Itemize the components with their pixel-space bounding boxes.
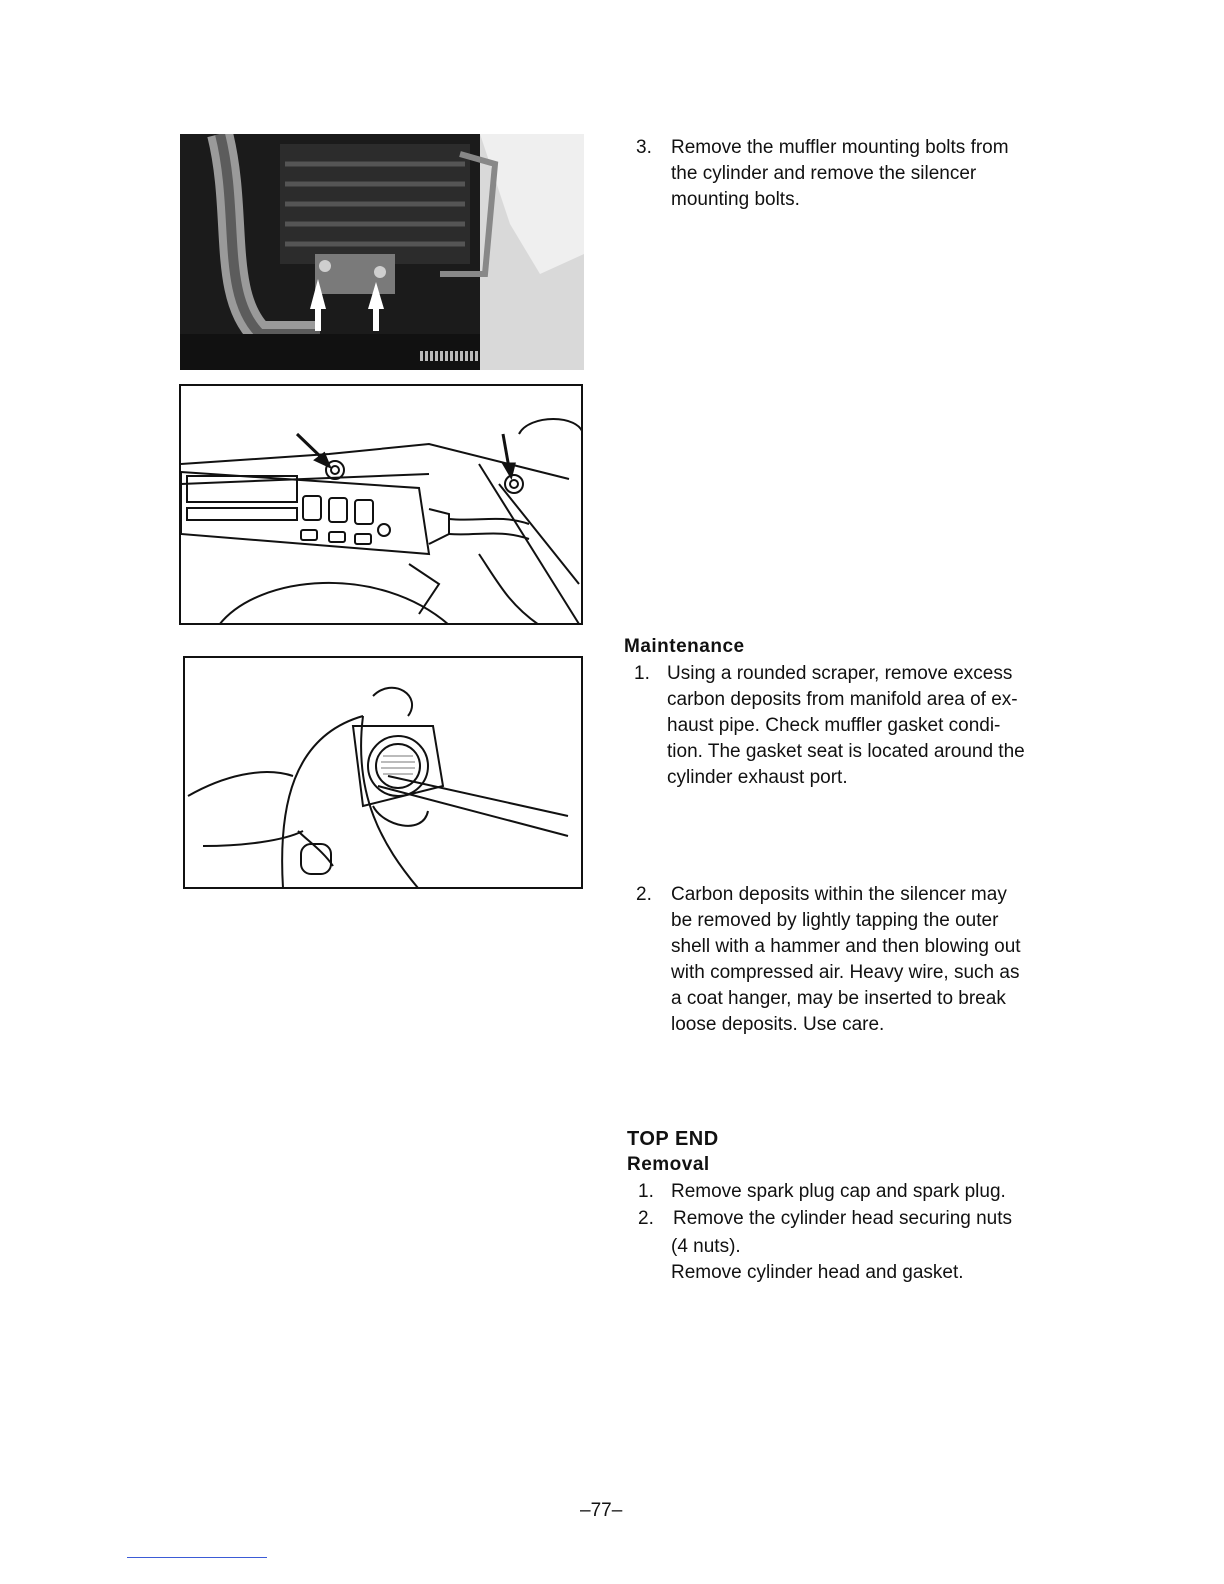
step-number: 2.: [638, 1208, 654, 1229]
step-line: Carbon deposits within the silencer may: [671, 884, 1007, 905]
removal-subheading: Removal: [627, 1154, 710, 1175]
step-line: with compressed air. Heavy wire, such as: [671, 962, 1020, 983]
step-number: 2.: [636, 884, 652, 905]
step-line: cylinder exhaust port.: [667, 767, 848, 788]
exhaust-pipe-scraping-diagram: [183, 656, 583, 889]
maintenance-step-1: [634, 661, 1034, 801]
instruction-step-3: [636, 135, 1036, 215]
step-line: haust pipe. Check muffler gasket condi-: [667, 715, 1001, 736]
step-line: the cylinder and remove the silencer: [671, 163, 977, 184]
top-end-heading: TOP END: [627, 1128, 719, 1150]
footer-rule: [127, 1557, 267, 1558]
step-line: mounting bolts.: [671, 189, 800, 210]
step-line: Remove the cylinder head securing nuts: [673, 1208, 1013, 1229]
silencer-mounting-diagram: [179, 384, 583, 625]
engine-exhaust-photo: [180, 134, 584, 370]
top-end-step-2: [638, 1206, 1038, 1286]
top-end-step-1: [638, 1179, 1038, 1205]
step-number: 1.: [634, 663, 650, 684]
step-number: 3.: [636, 137, 652, 158]
step-line: Remove cylinder head and gasket.: [671, 1262, 964, 1283]
step-line: Remove spark plug cap and spark plug.: [671, 1181, 1006, 1202]
maintenance-step-2: [636, 882, 1036, 1042]
step-line: Remove the muffler mounting bolts from: [671, 137, 1009, 158]
step-line: a coat hanger, may be inserted to break: [671, 988, 1006, 1009]
page-number: –77–: [580, 1500, 623, 1521]
step-line: loose deposits. Use care.: [671, 1014, 885, 1035]
step-line: be removed by lightly tapping the outer: [671, 910, 999, 931]
step-line: shell with a hammer and then blowing out: [671, 936, 1021, 957]
step-number: 1.: [638, 1181, 654, 1202]
step-line: tion. The gasket seat is located around the: [667, 741, 1025, 762]
step-line: Using a rounded scraper, remove excess: [667, 663, 1013, 684]
maintenance-heading: Maintenance: [624, 636, 745, 657]
step-line: carbon deposits from manifold area of ex-: [667, 689, 1018, 710]
step-line: (4 nuts).: [671, 1236, 741, 1257]
